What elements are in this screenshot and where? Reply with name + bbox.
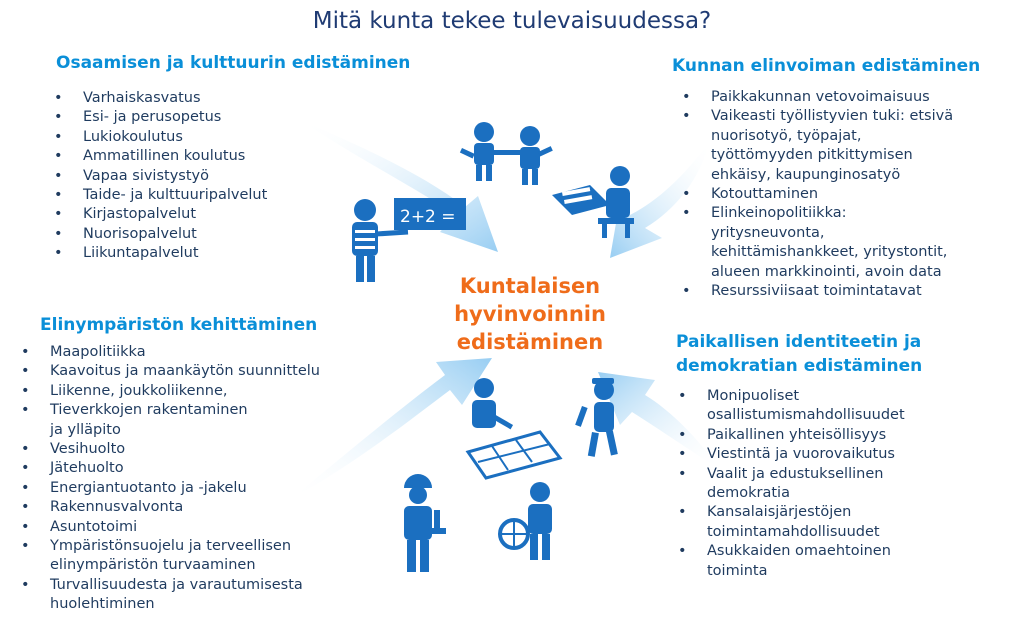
list-item: • Viestintä ja vuorovaikutus bbox=[676, 445, 905, 464]
list-item: • Elinkeinopolitiikka: bbox=[680, 204, 953, 223]
teacher-icon bbox=[352, 198, 466, 282]
planner-icon bbox=[468, 378, 560, 478]
list-item: • Esi- ja perusopetus bbox=[52, 108, 267, 127]
center-label-line: edistäminen bbox=[456, 330, 604, 354]
list-top-left bbox=[52, 89, 267, 264]
list-item: • Ympäristönsuojelu ja terveellisen bbox=[19, 537, 320, 556]
arrow-bottom-left bbox=[290, 358, 492, 500]
list-item: • Maapolitiikka bbox=[19, 343, 320, 362]
list-item: • Paikallinen yhteisöllisyys bbox=[676, 426, 905, 445]
list-top-right bbox=[680, 88, 953, 301]
list-item: • Paikkakunnan vetovoimaisuus bbox=[680, 88, 953, 107]
list-item: • Resurssiviisaat toimintatavat bbox=[680, 282, 953, 301]
list-item: • Asuntotoimi bbox=[19, 518, 320, 537]
list-item: ja ylläpito bbox=[50, 421, 121, 438]
list-item: • Liikuntapalvelut bbox=[52, 244, 267, 263]
list-item: • Liikenne, joukkoliikenne, bbox=[19, 382, 320, 401]
heading-bottom-right-line: demokratian edistäminen bbox=[676, 356, 923, 376]
list-item: • Vaalit ja edustuksellinen bbox=[676, 465, 905, 484]
list-item: • Taide- ja kulttuuripalvelut bbox=[52, 186, 267, 205]
list-item: alueen markkinointi, avoin data bbox=[711, 263, 942, 280]
list-item: • Monipuoliset bbox=[676, 387, 905, 406]
walking-person-icon bbox=[575, 378, 618, 457]
list-item: • Vesihuolto bbox=[19, 440, 320, 459]
heading-bottom-left: Elinympäristön kehittäminen bbox=[40, 315, 318, 335]
list-item: työttömyyden pitkittymisen bbox=[711, 147, 913, 164]
list-item: elinympäristön turvaaminen bbox=[50, 557, 256, 574]
heading-bottom-right-line: Paikallisen identiteetin ja bbox=[676, 332, 922, 352]
list-item: kehittämishankkeet, yritystontit, bbox=[711, 244, 948, 261]
list-item: huolehtiminen bbox=[50, 596, 155, 613]
list-item: • Rakennusvalvonta bbox=[19, 498, 320, 517]
heading-top-right: Kunnan elinvoiman edistäminen bbox=[672, 56, 981, 76]
list-item: demokratia bbox=[707, 485, 790, 502]
heading-bottom-right bbox=[676, 330, 922, 378]
list-bottom-left bbox=[19, 343, 320, 615]
list-item: yritysneuvonta, bbox=[711, 224, 825, 241]
center-label-line: hyvinvoinnin bbox=[454, 302, 606, 326]
list-item: • Nuorisopalvelut bbox=[52, 225, 267, 244]
list-item: • Kansalaisjärjestöjen bbox=[676, 503, 905, 522]
list-item: • Jätehuolto bbox=[19, 459, 320, 478]
list-item: • Ammatillinen koulutus bbox=[52, 147, 267, 166]
heading-top-left: Osaamisen ja kulttuurin edistäminen bbox=[56, 53, 411, 73]
list-item: • Tieverkkojen rakentaminen bbox=[19, 401, 320, 420]
list-item: ehkäisy, kaupunginosatyö bbox=[711, 166, 901, 183]
list-item: • Vaikeasti työllistyvien tuki: etsivä bbox=[680, 107, 953, 126]
list-item: • Kotouttaminen bbox=[680, 185, 953, 204]
list-item: osallistumismahdollisuudet bbox=[707, 407, 905, 424]
person-with-globe-icon bbox=[500, 482, 552, 560]
list-item: • Kirjastopalvelut bbox=[52, 205, 267, 224]
svg-text:2+2 =: 2+2 = bbox=[400, 207, 456, 227]
construction-worker-icon bbox=[404, 474, 446, 572]
page-title: Mitä kunta tekee tulevaisuudessa? bbox=[312, 8, 712, 34]
list-item: • Turvallisuudesta ja varautumisesta bbox=[19, 576, 320, 595]
list-item: toiminta bbox=[707, 562, 768, 579]
list-item: nuorisotyö, työpajat, bbox=[711, 127, 862, 144]
center-label bbox=[430, 272, 630, 356]
list-item: • Energiantuotanto ja -jakelu bbox=[19, 479, 320, 498]
list-bottom-right bbox=[676, 387, 905, 581]
list-item: • Asukkaiden omaehtoinen bbox=[676, 542, 905, 561]
list-item: • Kaavoitus ja maankäytön suunnittelu bbox=[19, 362, 320, 381]
list-item: • Lukiokoulutus bbox=[52, 128, 267, 147]
list-item: • Vapaa sivistystyö bbox=[52, 167, 267, 186]
list-item: • Varhaiskasvatus bbox=[52, 89, 267, 108]
center-label-line: Kuntalaisen bbox=[459, 274, 601, 298]
list-item: toimintamahdollisuudet bbox=[707, 523, 880, 540]
children-icon bbox=[460, 122, 553, 185]
